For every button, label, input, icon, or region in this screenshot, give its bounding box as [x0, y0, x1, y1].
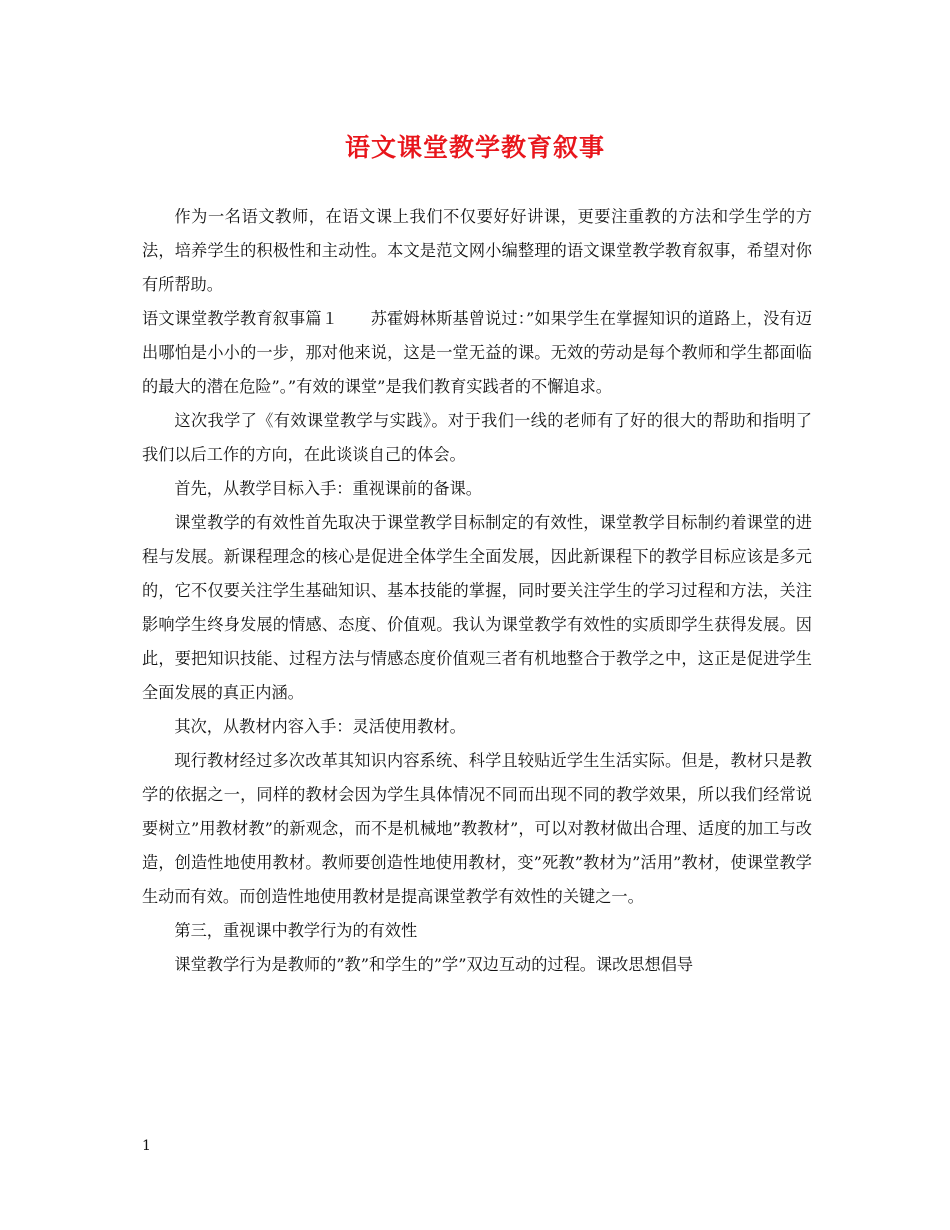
page-number: 1 — [142, 1138, 151, 1154]
paragraph: 第三，重视课中教学行为的有效性 — [174, 921, 418, 940]
paragraph: 课堂教学的有效性首先取决于课堂教学目标制定的有效性，课堂教学目标制约着课堂的进程与发展。新课程理念的核心是促进全体学生全面发展，因此新课程下的教学目标应该是多元的，它不仅要关注学生基础知识、基本技能的掌握，同时要关注学生的学习过程和方法，关注影响学生终身发展的情感、态度、价值观。我认为课堂教学有效性的实质即学生获得发展。因此，要把知识技能、过程方法与情感态度价值观三者有机地整合于教学之中，这正是促进学生全面发展的真正内涵。 — [142, 513, 812, 702]
paragraph: 现行教材经过多次改革其知识内容系统、科学且较贴近学生生活实际。但是，教材只是教学的依据之一，同样的教材会因为学生具体情况不同而出现不同的教学效果，所以我们经常说要树立”用教材教”的新观念，而不是机械地”教教材”，可以对教材做出合理、适度的加工与改造，创造性地使用教材。教师要创造性地使用教材，变”死教”教材为”活用”教材，使课堂教学生动而有效。而创造性地使用教材是提高课堂教学有效性的关键之一。 — [142, 751, 812, 906]
paragraph: 首先，从教学目标入手：重视课前的备课。 — [174, 479, 482, 498]
paragraph: 其次，从教材内容入手：灵活使用教材。 — [174, 717, 466, 736]
document-title: 语文课堂教学教育叙事 — [344, 133, 605, 162]
paragraph: 这次我学了《有效课堂教学与实践》。对于我们一线的老师有了好的很大的帮助和指明了我们以后工作的方向，在此谈谈自己的体会。 — [142, 411, 812, 464]
paragraph: 课堂教学行为是教师的”教”和学生的”学”双边互动的过程。课改思想倡导 — [174, 955, 694, 974]
document-body — [142, 200, 812, 982]
paragraph: 作为一名语文教师，在语文课上我们不仅要好好讲课，更要注重教的方法和学生学的方法，培养学生的积极性和主动性。本文是范文网小编整理的语文课堂教学教育叙事，希望对你有所帮助。 — [142, 207, 812, 294]
paragraph: 语文课堂教学教育叙事篇１ 苏霍姆林斯基曾说过：”如果学生在掌握知识的道路上，没有迈出哪怕是小小的一步，那对他来说，这是一堂无益的课。无效的劳动是每个教师和学生都面临的最大的潜在危险”。”有效的课堂”是我们教育实践者的不懈追求。 — [142, 309, 812, 396]
